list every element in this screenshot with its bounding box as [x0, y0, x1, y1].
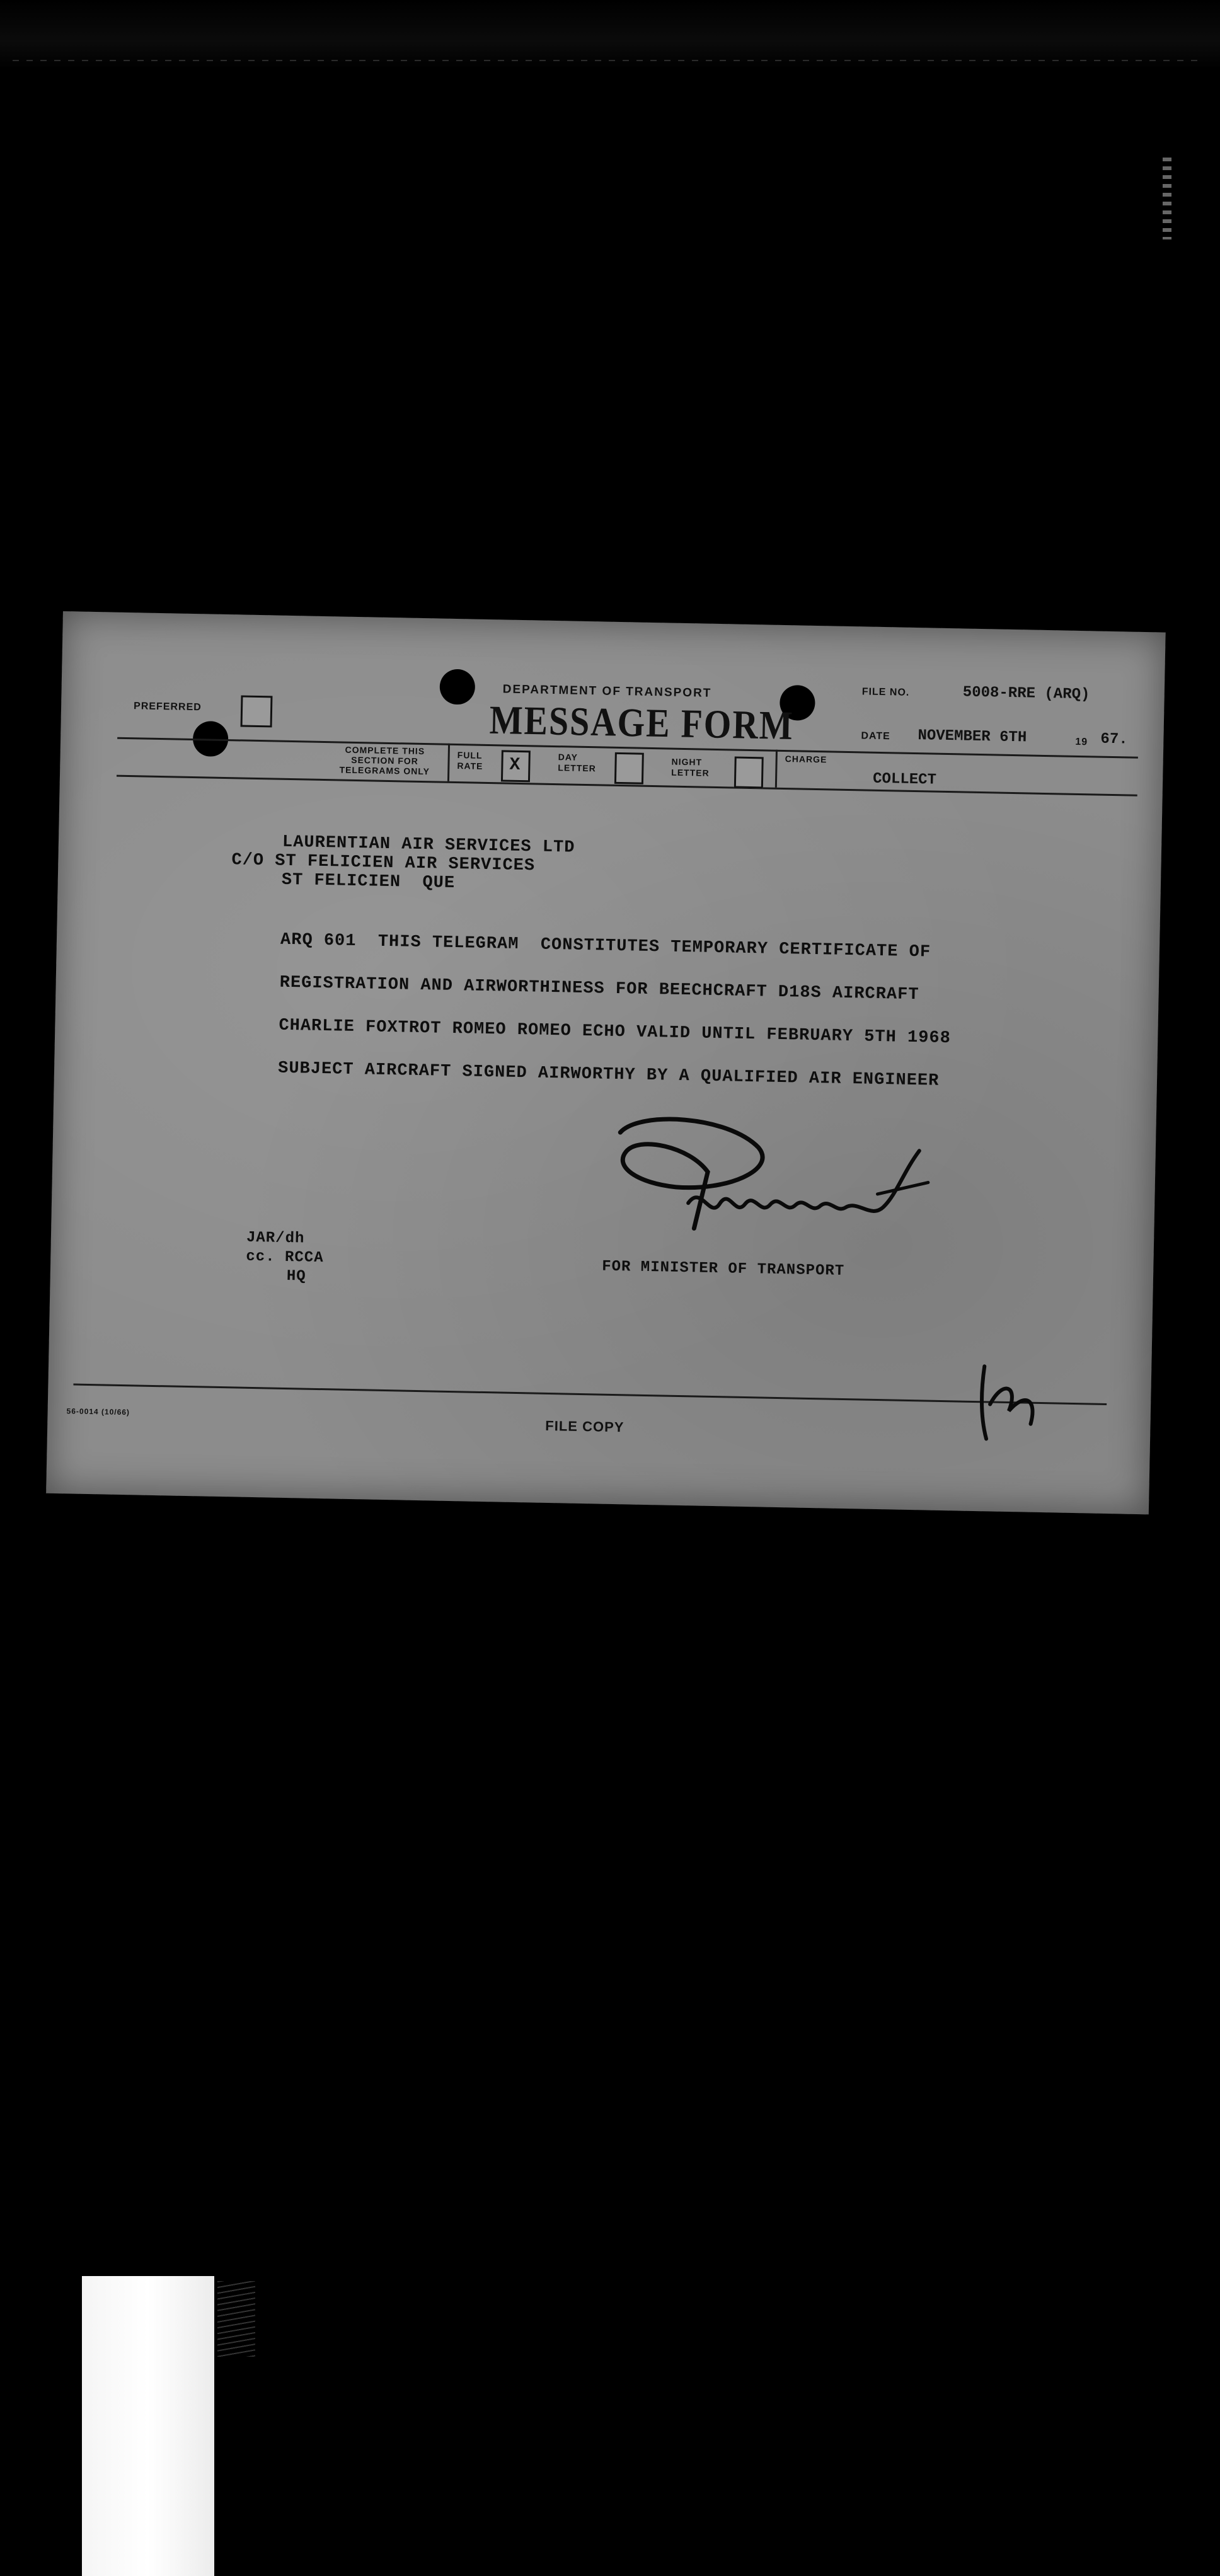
- address-line-3: ST FELICIEN QUE: [281, 870, 456, 894]
- full-rate-label: FULL RATE: [457, 750, 483, 771]
- carbon-copy: cc. RCCA: [246, 1248, 324, 1267]
- scan-top-edge: [0, 0, 1220, 69]
- address-line-1: LAURENTIAN AIR SERVICES LTD: [282, 832, 575, 858]
- white-scan-strip: [82, 2276, 214, 2576]
- year-prefix: 19: [1075, 736, 1088, 748]
- day-letter-label: DAY LETTER: [558, 752, 596, 774]
- carbon-copy-hq: HQ: [286, 1268, 306, 1285]
- message-line-1: ARQ 601 THIS TELEGRAM CONSTITUTES TEMPORARY CERTIFICATE OF: [280, 930, 931, 962]
- day-letter-checkbox[interactable]: [614, 752, 644, 785]
- form-number: 56-0014 (10/66): [66, 1406, 130, 1417]
- date-label: DATE: [861, 730, 890, 742]
- night-letter-checkbox[interactable]: [734, 757, 764, 789]
- charge-label: CHARGE: [785, 754, 827, 765]
- department-name: DEPARTMENT OF TRANSPORT: [502, 682, 712, 700]
- file-no-value: 5008-RRE (ARQ): [962, 684, 1090, 704]
- rate-divider-1: [447, 744, 450, 781]
- punch-hole-left: [439, 669, 475, 705]
- message-form: [46, 611, 1166, 1514]
- scan-dashed-edge: [13, 60, 1204, 61]
- handwritten-initials: [974, 1354, 1051, 1449]
- footer-rule: [73, 1384, 1107, 1405]
- full-rate-mark: X: [509, 755, 521, 775]
- scan-margin-mark: [1163, 158, 1171, 239]
- night-letter-label: NIGHT LETTER: [671, 756, 710, 778]
- telegram-instruction: COMPLETE THIS SECTION FOR TELEGRAMS ONLY: [339, 744, 430, 777]
- year-value: 67.: [1100, 730, 1128, 749]
- full-rate-checkbox[interactable]: [501, 750, 531, 782]
- handwritten-signature: [599, 1107, 955, 1259]
- message-line-3: CHARLIE FOXTROT ROMEO ROMEO ECHO VALID UNTIL FEBRUARY 5TH 1968: [279, 1016, 952, 1049]
- preferred-label: PREFERRED: [133, 701, 202, 713]
- address-line-2: C/O ST FELICIEN AIR SERVICES: [231, 851, 536, 876]
- date-value: NOVEMBER 6TH: [918, 727, 1027, 747]
- sender-initials: JAR/dh: [246, 1229, 305, 1248]
- rate-divider-2: [775, 750, 778, 788]
- file-no-label: FILE NO.: [861, 686, 910, 698]
- message-line-4: SUBJECT AIRCRAFT SIGNED AIRWORTHY BY A QUALIFIED AIR ENGINEER: [277, 1059, 940, 1091]
- form-title: MESSAGE FORM: [489, 698, 795, 749]
- charge-value: COLLECT: [872, 770, 937, 789]
- preferred-checkbox[interactable]: [241, 695, 273, 727]
- file-copy-label: FILE COPY: [545, 1417, 624, 1435]
- signature-caption: FOR MINISTER OF TRANSPORT: [601, 1258, 845, 1280]
- scan-noise: [217, 2281, 255, 2357]
- message-line-2: REGISTRATION AND AIRWORTHINESS FOR BEECHCRAFT D18S AIRCRAFT: [279, 973, 919, 1005]
